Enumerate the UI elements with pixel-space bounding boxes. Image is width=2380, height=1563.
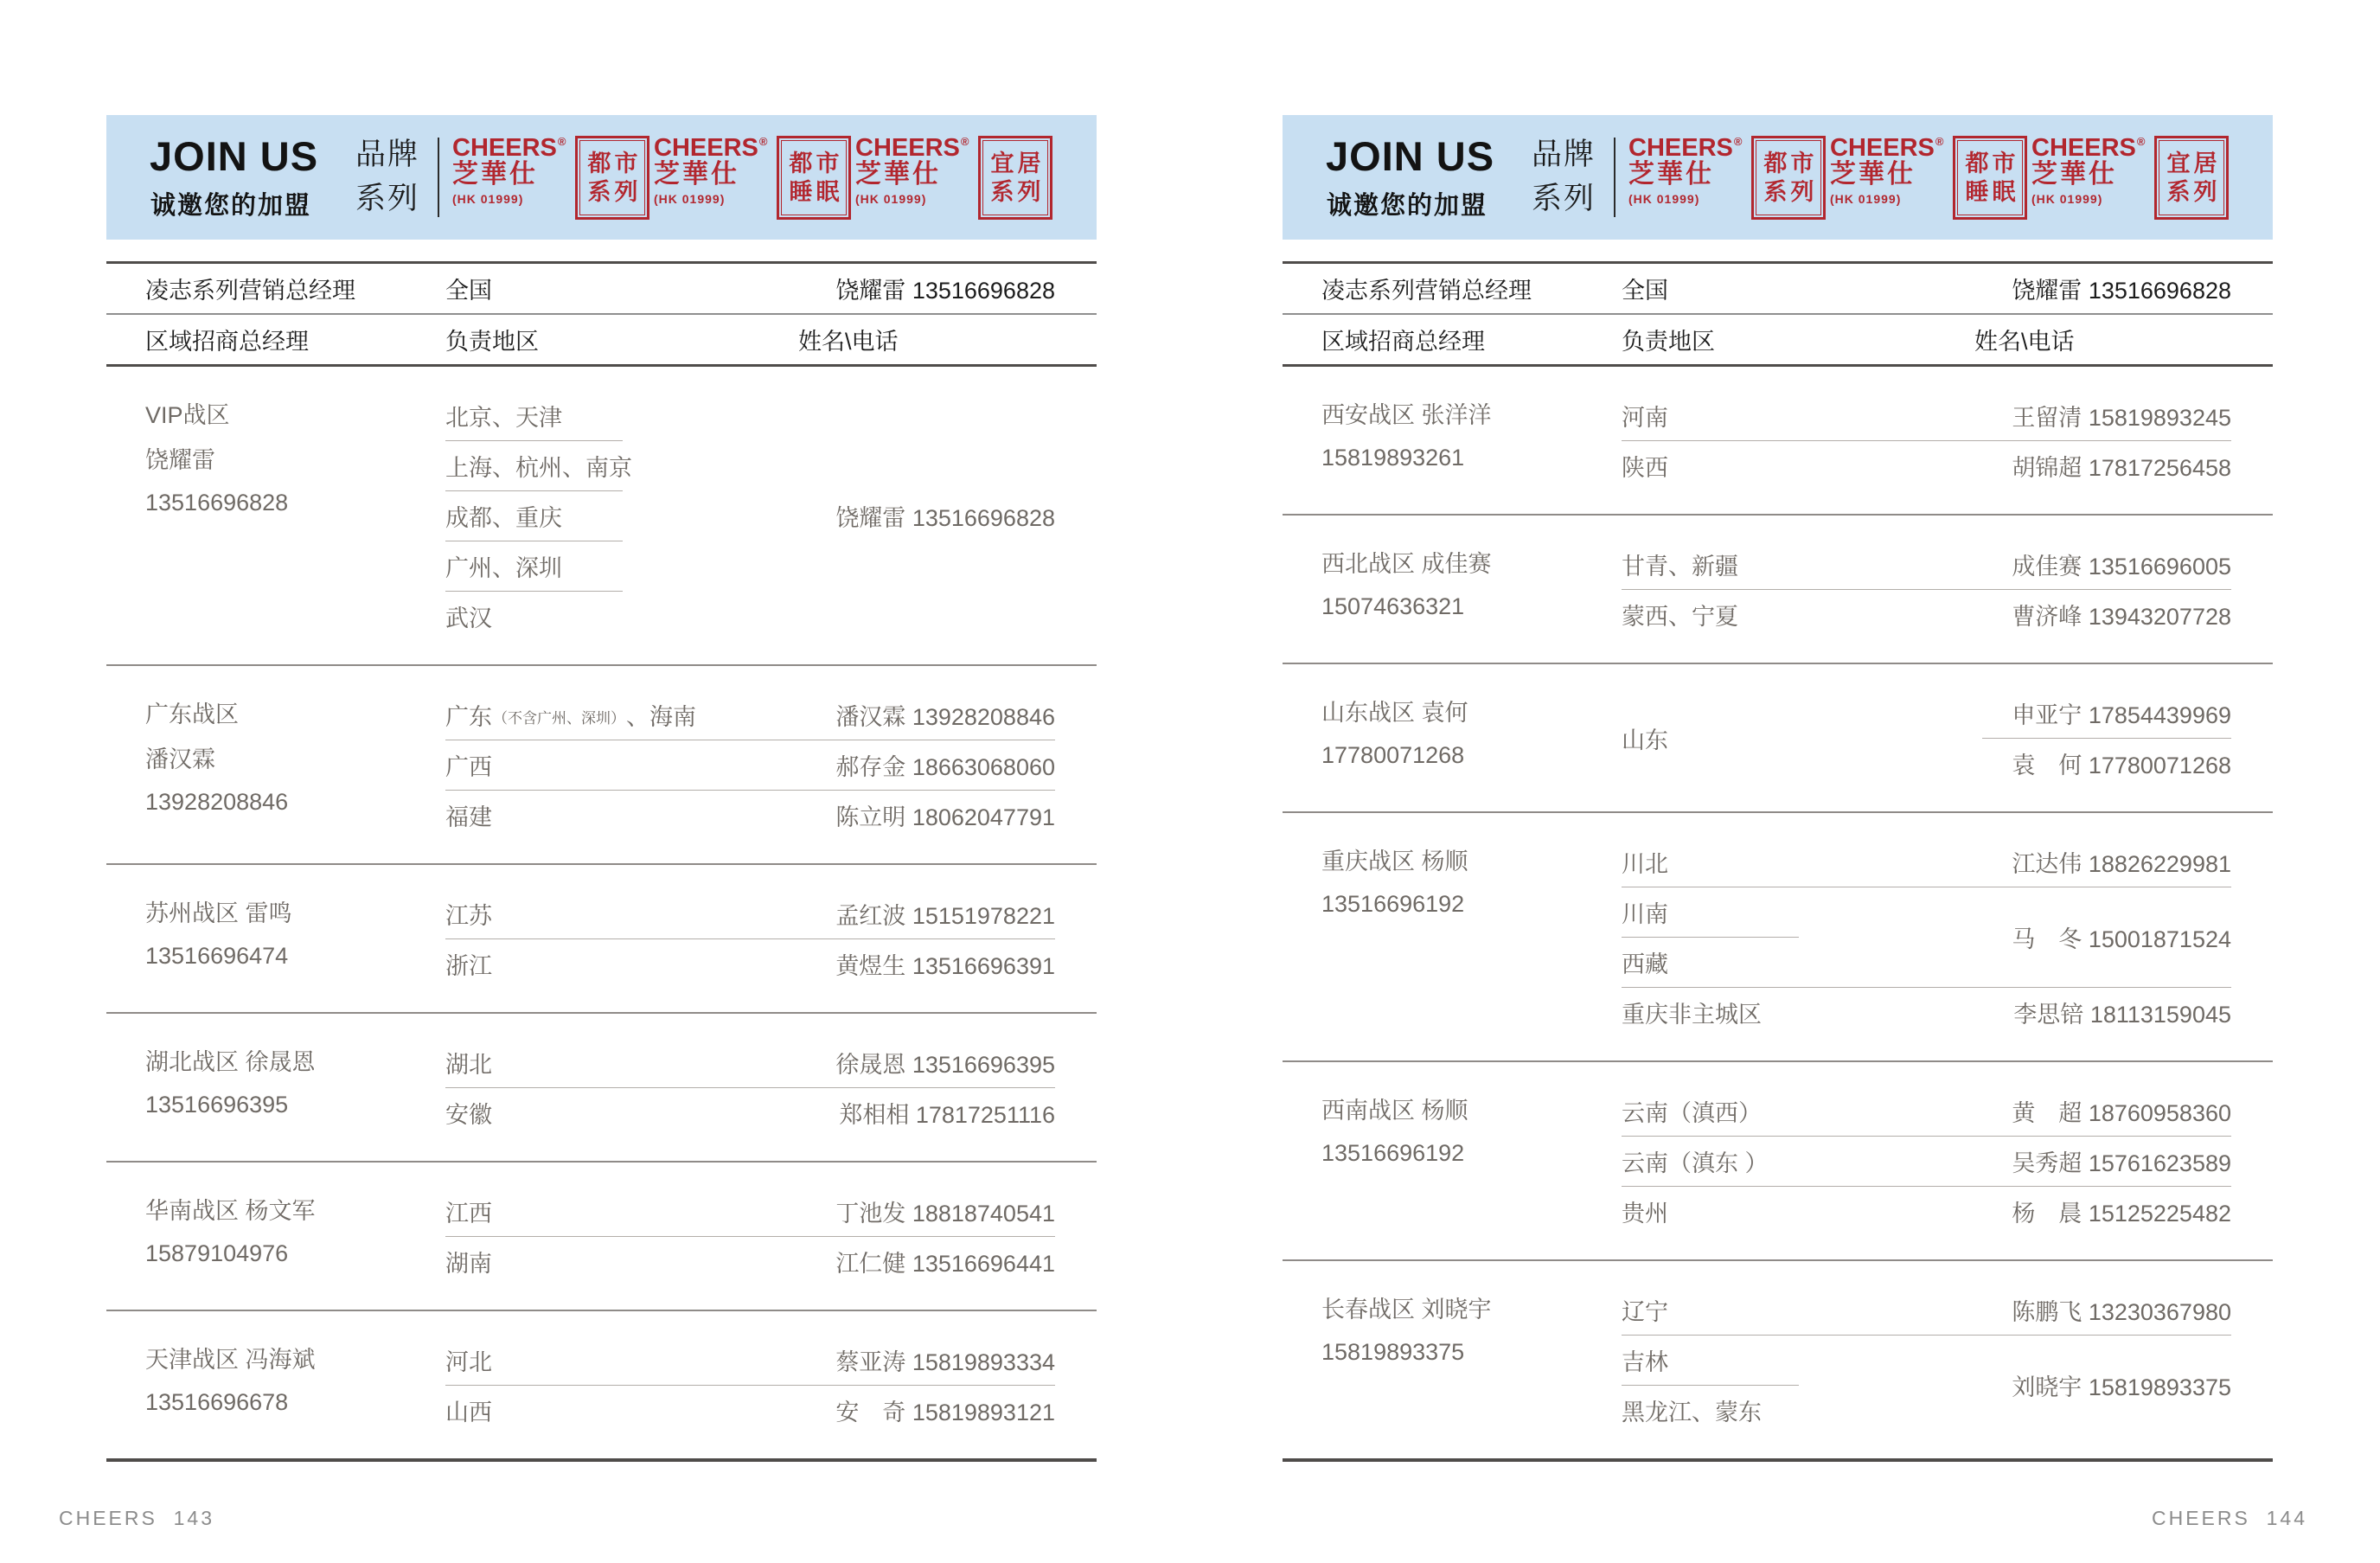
- zone-info: [145, 1335, 316, 1425]
- row-divider: [445, 490, 623, 491]
- series-box-line: 系列: [1763, 178, 1818, 205]
- region-cell: [1622, 589, 1738, 639]
- cheers-hk-code: (HK 01999): [1628, 192, 1700, 206]
- zone-line: 15879104976: [145, 1240, 289, 1266]
- cheers-logo: [1830, 136, 2027, 220]
- join-us-title: JOIN US: [150, 133, 319, 179]
- contact-cell: 郝存金 18663068060: [835, 753, 1055, 780]
- cheers-brand-row: [2031, 136, 2145, 160]
- cheers-hk-code: (HK 01999): [452, 192, 524, 206]
- zone-line: 长春战区 刘晓宇: [1321, 1296, 1492, 1323]
- region-name: 川北: [1622, 850, 1668, 877]
- cheers-wordmark: [2031, 136, 2145, 220]
- contact-cell: 安 奇 15819893121: [835, 1399, 1055, 1425]
- region-cell: [445, 689, 696, 740]
- zone-block: [1283, 367, 2273, 514]
- registered-mark-icon: ®: [960, 135, 969, 148]
- contact-cell: 郑相相 17817251116: [839, 1101, 1055, 1128]
- contact-cell: 吴秀超 15761623589: [2012, 1150, 2231, 1176]
- region-cell: [445, 390, 562, 440]
- cheers-hk-code: (HK 01999): [855, 192, 927, 206]
- cheers-logo: [452, 136, 649, 220]
- cheers-cn-text: 芝華仕: [1628, 160, 1714, 189]
- region-name: 吉林: [1622, 1348, 1668, 1375]
- cheers-brand-text: CHEERS: [1830, 134, 1935, 162]
- cheers-logo: [855, 136, 1052, 220]
- series-box-line: 睡眠: [789, 178, 843, 205]
- gm-region: 全国: [445, 278, 492, 304]
- cheers-brand-row: [452, 136, 566, 160]
- region-cell: [445, 591, 492, 641]
- gm-contact: 饶耀雷 13516696828: [835, 278, 1055, 304]
- contact-cell: 王留清 15819893245: [2012, 404, 2231, 431]
- contact-cell: 江仁健 13516696441: [835, 1250, 1055, 1277]
- region-name: 山西: [445, 1399, 492, 1425]
- series-box-line: 系列: [990, 178, 1045, 205]
- region-cell: [1622, 390, 1668, 440]
- region-name: 江苏: [445, 902, 492, 929]
- zone-line: 13516696828: [145, 489, 289, 516]
- region-name: 西藏: [1622, 951, 1668, 977]
- contact-cell: 陈鹏飞 13230367980: [2012, 1298, 2231, 1325]
- header-band: [106, 115, 1097, 240]
- cheers-cn-text: 芝華仕: [452, 160, 538, 189]
- contact-cell: 刘晓宇 15819893375: [2012, 1374, 2231, 1400]
- region-name: 川南: [1622, 900, 1668, 927]
- zone-block: [1283, 1261, 2273, 1458]
- table-bottom-border: [1283, 1458, 2273, 1462]
- region-name: 河北: [445, 1348, 492, 1375]
- region-cell: [445, 938, 492, 989]
- region-name: 武汉: [445, 605, 492, 631]
- row-divider: [1622, 1385, 1799, 1386]
- series-box: [1751, 136, 1826, 220]
- region-cell: [445, 1186, 492, 1236]
- zone-line: 苏州战区 雷鸣: [145, 900, 292, 926]
- brand-series-line: 品牌: [1532, 138, 1596, 171]
- table-bottom-border: [106, 1458, 1097, 1462]
- gm-title: 凌志系列营销总经理: [145, 278, 355, 304]
- contact-cell: 袁 何 17780071268: [2012, 752, 2231, 778]
- region-cell: [1622, 887, 1668, 937]
- zone-block: [106, 367, 1097, 664]
- zone-line: 13516696192: [1321, 890, 1465, 917]
- contact-cell: 陈立明 18062047791: [835, 804, 1055, 830]
- region-name: 辽宁: [1622, 1298, 1668, 1325]
- region-name: 安徽: [445, 1101, 492, 1128]
- table-header-row-columns: [1283, 315, 2273, 364]
- region-cell: [445, 740, 492, 790]
- contact-cell: 申亚宁 17854439969: [2012, 701, 2231, 728]
- cheers-brand-text: CHEERS: [1628, 134, 1733, 162]
- cheers-wordmark: [654, 136, 767, 220]
- zone-line: 西北战区 成佳赛: [1321, 550, 1492, 577]
- contact-cell: 马 冬 15001871524: [2012, 926, 2231, 952]
- series-box-inner: [781, 140, 847, 215]
- cheers-wordmark: [855, 136, 969, 220]
- region-name: 重庆非主城区: [1622, 1001, 1762, 1028]
- series-box-inner: [2159, 140, 2224, 215]
- band-divider: [438, 138, 439, 217]
- region-name: 湖南: [445, 1250, 492, 1277]
- region-cell: [1622, 688, 1668, 788]
- region-name: 成都、重庆: [445, 504, 562, 531]
- series-box: [575, 136, 649, 220]
- gm-contact: 饶耀雷 13516696828: [2012, 278, 2231, 304]
- gm-region: 全国: [1622, 278, 1668, 304]
- cheers-brand-row: [1628, 136, 1742, 160]
- region-name: 江西: [445, 1200, 492, 1227]
- header-band: [1283, 115, 2273, 240]
- region-cell: [445, 1335, 492, 1385]
- series-box: [777, 136, 851, 220]
- zone-info: [145, 1186, 316, 1276]
- region-name: 北京、天津: [445, 404, 562, 431]
- region-cell: [445, 1385, 492, 1435]
- series-box-line: 系列: [587, 178, 642, 205]
- zone-info: [1321, 836, 1468, 926]
- cheers-logo: [654, 136, 851, 220]
- cheers-cn-text: 芝華仕: [654, 160, 739, 189]
- series-box-line: 宜居: [990, 150, 1045, 176]
- cheers-brand-row: [654, 136, 767, 160]
- contact-cell: 蔡亚涛 15819893334: [835, 1348, 1055, 1375]
- zone-line: 15819893261: [1321, 444, 1465, 471]
- region-name: 浙江: [445, 952, 492, 979]
- join-us-tagline: 诚邀您的加盟: [1327, 192, 1488, 220]
- region-cell: [445, 440, 632, 490]
- series-box-inner: [982, 140, 1048, 215]
- contact-cell: 李思锫 18113159045: [2013, 1001, 2231, 1028]
- series-box-line: 都市: [1965, 150, 2019, 176]
- series-box: [978, 136, 1052, 220]
- region-note: （不含广州、深圳）: [493, 709, 625, 727]
- join-us-title: JOIN US: [1326, 133, 1495, 179]
- region-name: 湖北: [445, 1051, 492, 1078]
- cheers-wordmark: [1830, 136, 1943, 220]
- series-box-inner: [1756, 140, 1821, 215]
- zone-block: [1283, 1062, 2273, 1259]
- zone-block: [1283, 664, 2273, 811]
- series-box-line: 系列: [2166, 178, 2221, 205]
- region-cell: [1622, 1086, 1762, 1136]
- contact-cell: 黄煜生 13516696391: [835, 952, 1055, 979]
- contact-cell: 曹济峰 13943207728: [2012, 603, 2231, 630]
- zone-block: [1283, 813, 2273, 1060]
- series-box: [2154, 136, 2229, 220]
- cheers-hk-code: (HK 01999): [654, 192, 726, 206]
- zone-block: [1283, 516, 2273, 663]
- region-name: 山东: [1622, 727, 1668, 753]
- zone-line: 13516696192: [1321, 1139, 1465, 1166]
- zone-block: [106, 865, 1097, 1012]
- zone-line: 13516696678: [145, 1388, 289, 1415]
- contact-cell: 徐晟恩 13516696395: [835, 1051, 1055, 1078]
- zone-line: 17780071268: [1321, 741, 1465, 768]
- series-box: [1953, 136, 2027, 220]
- series-box-line: 都市: [587, 150, 642, 176]
- table-header-row-gm: [1283, 264, 2273, 315]
- region-name: 广西: [445, 753, 492, 780]
- series-box-inner: [579, 140, 645, 215]
- region-cell: [1622, 1284, 1668, 1335]
- join-us-tagline: 诚邀您的加盟: [150, 192, 312, 220]
- region-cell: [1622, 836, 1668, 887]
- cheers-brand-text: CHEERS: [2031, 134, 2136, 162]
- zone-block: [106, 1163, 1097, 1310]
- col-header-region: 负责地区: [1622, 329, 1715, 355]
- contact-cell: 丁池发 18818740541: [835, 1200, 1055, 1227]
- cheers-brand-text: CHEERS: [654, 134, 758, 162]
- cheers-hk-code: (HK 01999): [1830, 192, 1902, 206]
- series-box-line: 都市: [1763, 150, 1818, 176]
- region-cell: [1622, 987, 1762, 1037]
- region-name: 贵州: [1622, 1200, 1668, 1227]
- cheers-hk-code: (HK 01999): [2031, 192, 2103, 206]
- row-divider: [445, 440, 623, 441]
- cheers-brand-row: [855, 136, 969, 160]
- row-divider: [1622, 937, 1799, 938]
- zone-line: 天津战区 冯海斌: [145, 1346, 316, 1373]
- brand-series-line: 系列: [355, 182, 420, 215]
- registered-mark-icon: ®: [758, 135, 768, 148]
- contact-cell: 饶耀雷 13516696828: [835, 504, 1055, 531]
- series-box-line: 宜居: [2166, 150, 2221, 176]
- region-name: 广东: [445, 703, 492, 730]
- zone-block: [106, 1014, 1097, 1161]
- series-box-line: 都市: [789, 150, 843, 176]
- zone-info: [1321, 1086, 1468, 1175]
- region-name: 蒙西、宁夏: [1622, 603, 1738, 630]
- zone-info: [145, 1037, 316, 1127]
- table-header: [106, 261, 1097, 367]
- zone-info: [1321, 1284, 1492, 1374]
- table-header-row-gm: [106, 264, 1097, 315]
- region-cell: [445, 1037, 492, 1087]
- zone-info: [1321, 539, 1492, 629]
- region-cell: [445, 490, 562, 541]
- zone-line: 西南战区 杨顺: [1321, 1097, 1468, 1124]
- table-body: [106, 367, 1097, 1462]
- region-name: 上海、杭州、南京: [445, 454, 632, 481]
- zone-line: 西安战区 张洋洋: [1321, 401, 1492, 428]
- band-divider: [1614, 138, 1615, 217]
- region-name: 云南（滇东 ）: [1622, 1150, 1769, 1176]
- region-cell: [1622, 1186, 1668, 1236]
- region-cell: [1622, 539, 1738, 589]
- cheers-logo: [1628, 136, 1826, 220]
- gm-title: 凌志系列营销总经理: [1321, 278, 1532, 304]
- table-body: [1283, 367, 2273, 1462]
- col-header-region: 负责地区: [445, 329, 539, 355]
- region-name: 广州、深圳: [445, 554, 562, 581]
- brand-series-line: 系列: [1532, 182, 1596, 215]
- region-name: 、海南: [626, 703, 696, 730]
- zone-line: 13516696474: [145, 942, 289, 969]
- registered-mark-icon: ®: [1935, 135, 1944, 148]
- col-header-contact: 姓名\电话: [1974, 329, 2075, 355]
- zone-info: [1321, 390, 1492, 480]
- col-header-manager: 区域招商总经理: [1321, 329, 1485, 355]
- cheers-wordmark: [452, 136, 566, 220]
- contact-cell: 江达伟 18826229981: [2012, 850, 2231, 877]
- zone-line: VIP战区: [145, 401, 230, 428]
- registered-mark-icon: ®: [2136, 135, 2146, 148]
- zone-info: [145, 390, 288, 525]
- region-name: 云南（滇西）: [1622, 1099, 1762, 1126]
- region-cell: [445, 888, 492, 938]
- contact-cell: 黄 超 18760958360: [2012, 1099, 2231, 1126]
- zone-line: 饶耀雷: [145, 446, 215, 473]
- cheers-wordmark: [1628, 136, 1742, 220]
- region-name: 甘青、新疆: [1622, 553, 1738, 580]
- zone-info: [145, 888, 292, 978]
- cheers-logo: [2031, 136, 2229, 220]
- contact-cell: 胡锦超 17817256458: [2012, 454, 2231, 481]
- table-header-row-columns: [106, 315, 1097, 364]
- series-box-inner: [1957, 140, 2023, 215]
- zone-line: 13516696395: [145, 1091, 289, 1118]
- zone-line: 湖北战区 徐晟恩: [145, 1048, 316, 1075]
- contact-cell: 潘汉霖 13928208846: [835, 703, 1055, 730]
- region-name: 河南: [1622, 404, 1668, 431]
- row-divider: [445, 591, 623, 592]
- region-cell: [1622, 440, 1668, 490]
- zone-block: [106, 1311, 1097, 1458]
- col-header-contact: 姓名\电话: [798, 329, 899, 355]
- zone-info: [1321, 688, 1468, 778]
- page-number: CHEERS 143: [59, 1507, 215, 1529]
- region-cell: [1622, 937, 1668, 987]
- zone-line: 13928208846: [145, 788, 289, 815]
- page-number: CHEERS 144: [2151, 1507, 2307, 1529]
- zone-line: 重庆战区 杨顺: [1321, 848, 1468, 874]
- zone-line: 潘汉霖: [145, 746, 215, 772]
- contact-cell: 成佳赛 13516696005: [2012, 553, 2231, 580]
- brand-series-line: 品牌: [355, 138, 420, 171]
- series-box-line: 睡眠: [1965, 178, 2019, 205]
- cheers-brand-row: [1830, 136, 1943, 160]
- registered-mark-icon: ®: [557, 135, 566, 148]
- zone-line: 广东战区: [145, 701, 239, 727]
- zone-line: 15074636321: [1321, 593, 1465, 619]
- region-cell: [1622, 1335, 1668, 1385]
- registered-mark-icon: ®: [1733, 135, 1743, 148]
- contact-cell: 杨 晨 15125225482: [2012, 1200, 2231, 1227]
- region-name: 黑龙江、蒙东: [1622, 1399, 1762, 1425]
- cheers-brand-text: CHEERS: [855, 134, 960, 162]
- zone-info: [145, 689, 288, 824]
- region-cell: [445, 1087, 492, 1137]
- zone-line: 华南战区 杨文军: [145, 1197, 316, 1224]
- brand-series-label: [1532, 132, 1596, 221]
- region-cell: [445, 1236, 492, 1286]
- cheers-cn-text: 芝華仕: [855, 160, 941, 189]
- cheers-cn-text: 芝華仕: [2031, 160, 2117, 189]
- col-header-manager: 区域招商总经理: [145, 329, 309, 355]
- cheers-brand-text: CHEERS: [452, 134, 557, 162]
- region-cell: [445, 790, 492, 840]
- region-name: 陕西: [1622, 454, 1668, 481]
- zone-block: [106, 666, 1097, 863]
- table-header: [1283, 261, 2273, 367]
- zone-line: 山东战区 袁何: [1321, 699, 1468, 726]
- contact-cell: 孟红波 15151978221: [835, 902, 1055, 929]
- zone-line: 15819893375: [1321, 1338, 1465, 1365]
- cheers-cn-text: 芝華仕: [1830, 160, 1916, 189]
- brand-series-label: [355, 132, 419, 221]
- region-cell: [1622, 1136, 1769, 1186]
- region-cell: [445, 541, 562, 591]
- region-name: 福建: [445, 804, 492, 830]
- region-cell: [1622, 1385, 1762, 1435]
